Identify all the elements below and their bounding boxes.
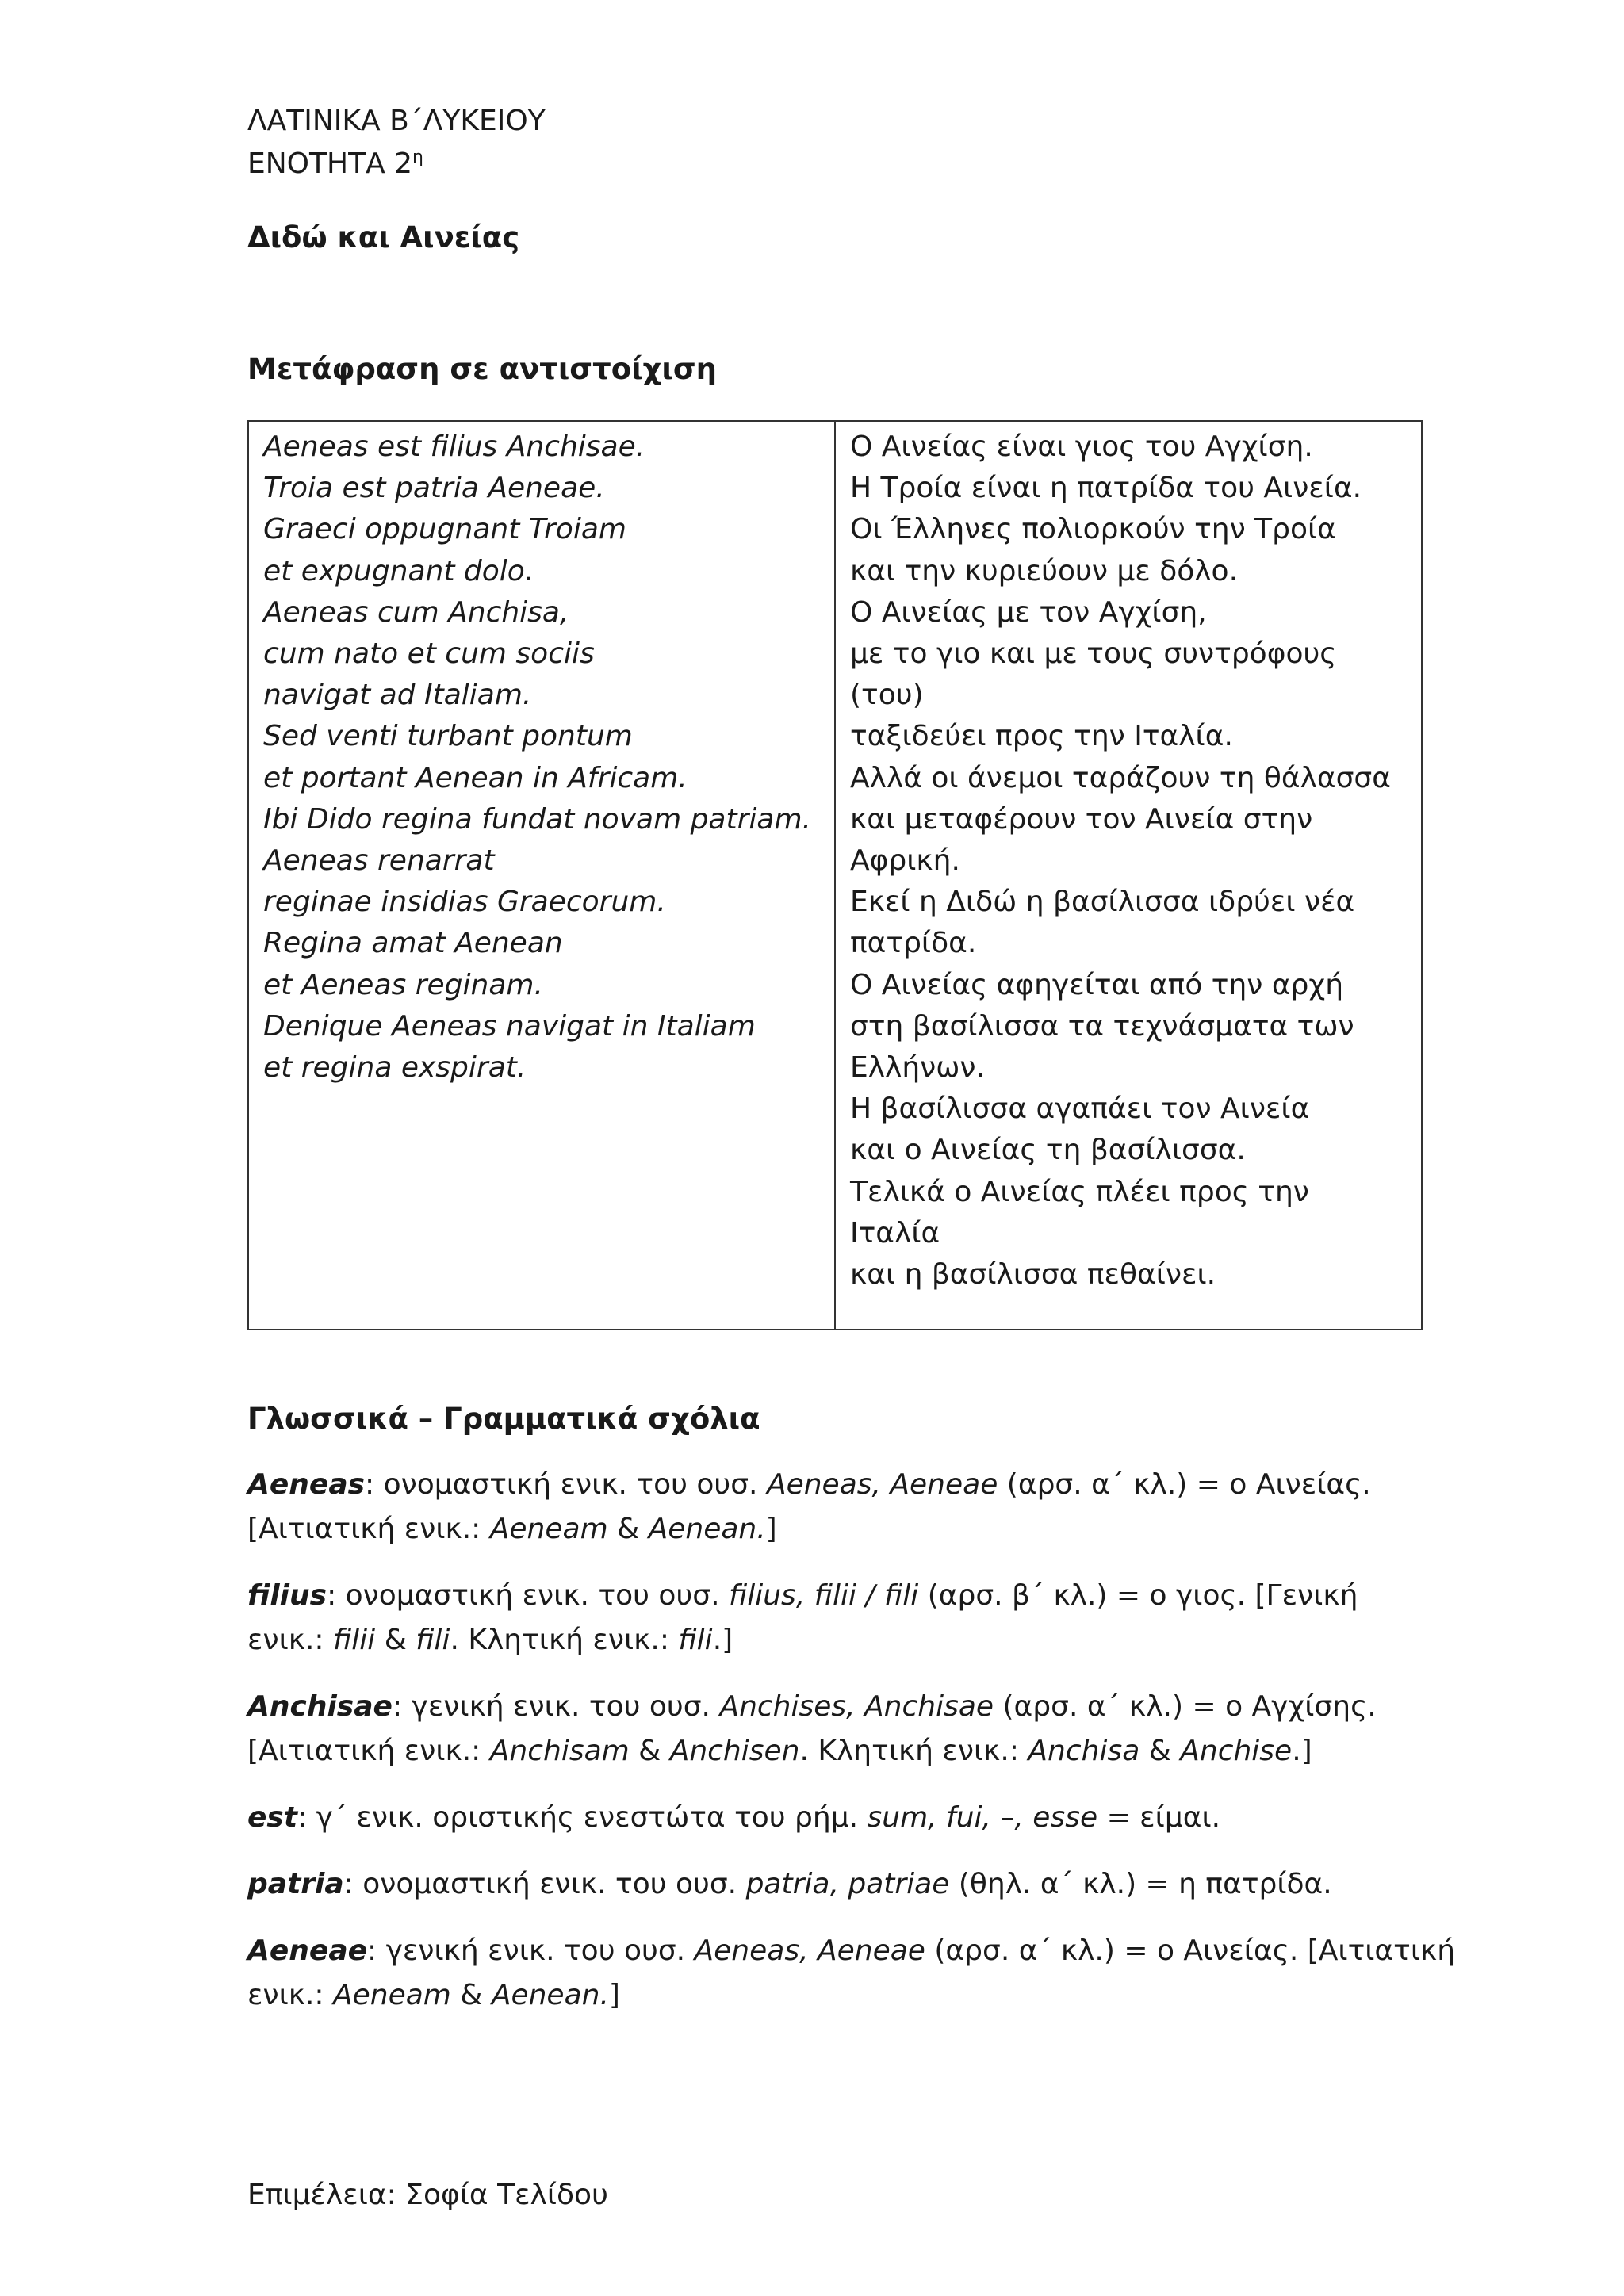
latin-line: reginae insidias Graecorum. bbox=[263, 886, 666, 919]
greek-line: Αφρική. bbox=[850, 844, 960, 878]
note-text: : ονομαστική ενικ. του ουσ. bbox=[365, 1468, 767, 1501]
translation-heading: Μετάφραση σε αντιστοίχιση bbox=[247, 352, 717, 386]
greek-line: ταξιδεύει προς την Ιταλία. bbox=[850, 720, 1233, 753]
greek-line: πατρίδα. bbox=[850, 927, 977, 960]
greek-line: και μεταφέρουν τον Αινεία στην bbox=[850, 802, 1313, 836]
latin-line: et Aeneas reginam. bbox=[263, 968, 543, 1001]
greek-text-cell bbox=[835, 421, 1422, 1330]
greek-line: και ο Αινείας τη βασίλισσα. bbox=[850, 1134, 1246, 1167]
latin-form: fili bbox=[416, 1624, 450, 1656]
notes-heading: Γλωσσικά – Γραμματικά σχόλια bbox=[247, 1402, 760, 1436]
translation-table bbox=[247, 420, 1423, 1330]
grammar-note bbox=[247, 1685, 1389, 1774]
latin-line: Regina amat Aenean bbox=[263, 927, 563, 960]
note-text: : ονομαστική ενικ. του ουσ. bbox=[343, 1868, 746, 1900]
latin-line: et expugnant dolo. bbox=[263, 554, 534, 587]
latin-form: Anchisen bbox=[669, 1735, 800, 1767]
latin-line: Troia est patria Aeneae. bbox=[263, 472, 605, 505]
note-term: Anchisae bbox=[247, 1690, 393, 1723]
grammar-note bbox=[247, 1796, 1389, 1840]
note-text: ] bbox=[608, 1979, 620, 2011]
document-header bbox=[247, 100, 546, 186]
latin-line: et portant Aenean in Africam. bbox=[263, 761, 688, 794]
greek-line: Η Τροία είναι η πατρίδα του Αινεία. bbox=[850, 472, 1362, 505]
note-text: . Κλητική ενικ.: bbox=[450, 1624, 679, 1656]
greek-line: με το γιο και με τους συντρόφους bbox=[850, 637, 1337, 671]
note-text: . Κλητική ενικ.: bbox=[799, 1735, 1028, 1767]
grammar-note bbox=[247, 1929, 1456, 2018]
latin-line: Aeneas est filius Anchisae. bbox=[263, 430, 645, 463]
note-text: (αρσ. α΄ κλ.) = ο Αινείας. bbox=[998, 1468, 1371, 1501]
note-line bbox=[247, 1574, 1389, 1618]
note-text: : γενική ενικ. του ουσ. bbox=[367, 1934, 695, 1967]
note-text: [Αιτιατική ενικ.: bbox=[247, 1513, 490, 1545]
note-line bbox=[247, 1463, 1389, 1507]
note-text: : γενική ενικ. του ουσ. bbox=[392, 1690, 720, 1723]
note-text: (αρσ. α΄ κλ.) = ο Αινείας. [Αιτιατική bbox=[925, 1934, 1456, 1967]
latin-form: patria, patriae bbox=[745, 1868, 950, 1900]
unit-label-sup: η bbox=[412, 147, 423, 167]
translation-row bbox=[248, 421, 1422, 1330]
note-line bbox=[247, 1796, 1389, 1840]
unit-label-main: ΕΝΟΤΗΤΑ 2 bbox=[247, 147, 413, 180]
latin-line: Denique Aeneas navigat in Italiam bbox=[263, 1009, 756, 1043]
lesson-title: Διδώ και Αινείας bbox=[247, 220, 520, 254]
grammar-note bbox=[247, 1862, 1389, 1907]
latin-form: Anchisa bbox=[1028, 1735, 1140, 1767]
latin-line: Ibi Dido regina fundat novam patriam. bbox=[263, 802, 811, 836]
latin-line: Graeci oppugnant Troiam bbox=[263, 513, 626, 546]
greek-line: στη βασίλισσα τα τεχνάσματα των bbox=[850, 1009, 1354, 1043]
note-line bbox=[247, 1618, 1389, 1663]
note-text: ενικ.: bbox=[247, 1624, 333, 1656]
note-text: [Αιτιατική ενικ.: bbox=[247, 1735, 490, 1767]
note-text: (αρσ. β΄ κλ.) = ο γιος. [Γενική bbox=[918, 1579, 1358, 1612]
greek-line: Τελικά ο Αινείας πλέει προς την bbox=[850, 1175, 1309, 1208]
greek-line: Ελλήνων. bbox=[850, 1051, 985, 1085]
author-credit: Επιμέλεια: Σοφία Τελίδου bbox=[247, 2179, 608, 2211]
latin-line: navigat ad Italiam. bbox=[263, 679, 532, 712]
latin-form: Aeneas, Aeneae bbox=[694, 1934, 925, 1967]
note-line bbox=[247, 1929, 1456, 1973]
latin-form: sum, fui, –, esse bbox=[867, 1801, 1098, 1834]
greek-line: Οι Έλληνες πολιορκούν την Τροία bbox=[850, 513, 1336, 546]
greek-line: και η βασίλισσα πεθαίνει. bbox=[850, 1258, 1216, 1292]
greek-line: Ο Αινείας με τον Αγχίση, bbox=[850, 595, 1207, 629]
latin-form: Anchises, Anchisae bbox=[719, 1690, 994, 1723]
note-text: & bbox=[629, 1735, 670, 1767]
note-term: filius bbox=[247, 1579, 327, 1612]
note-term: est bbox=[247, 1801, 298, 1834]
latin-line: cum nato et cum sociis bbox=[263, 637, 595, 671]
greek-line: Εκεί η Διδώ η βασίλισσα ιδρύει νέα bbox=[850, 886, 1355, 919]
latin-form: Aenean. bbox=[648, 1513, 766, 1545]
latin-form: fili bbox=[678, 1624, 713, 1656]
note-text: : γ΄ ενικ. οριστικής ενεστώτα του ρήμ. bbox=[297, 1801, 868, 1834]
greek-line: Ο Αινείας αφηγείται από την αρχή bbox=[850, 968, 1344, 1001]
note-text: & bbox=[450, 1979, 492, 2011]
note-text: : ονομαστική ενικ. του ουσ. bbox=[327, 1579, 729, 1612]
grammar-note bbox=[247, 1574, 1389, 1663]
note-term: Aeneas bbox=[247, 1468, 366, 1501]
greek-line: (του) bbox=[850, 679, 924, 712]
note-term: patria bbox=[247, 1868, 344, 1900]
greek-line: Ιταλία bbox=[850, 1216, 940, 1249]
note-text: (θηλ. α΄ κλ.) = η πατρίδα. bbox=[949, 1868, 1332, 1900]
note-text: ενικ.: bbox=[247, 1979, 333, 2011]
latin-text-cell bbox=[248, 421, 835, 1330]
latin-form: Aenean. bbox=[491, 1979, 609, 2011]
latin-form: Aeneam bbox=[489, 1513, 608, 1545]
note-line bbox=[247, 1729, 1389, 1774]
latin-form: Anchisam bbox=[489, 1735, 630, 1767]
latin-form: filii bbox=[332, 1624, 376, 1656]
greek-line: Η βασίλισσα αγαπάει τον Αινεία bbox=[850, 1093, 1310, 1126]
unit-label bbox=[247, 143, 546, 186]
latin-form: Anchise bbox=[1180, 1735, 1293, 1767]
latin-form: Aeneas, Aeneae bbox=[766, 1468, 998, 1501]
course-label: ΛΑΤΙΝΙΚΑ Β΄ΛΥΚΕΙΟΥ bbox=[247, 105, 546, 137]
latin-form: filius, filii / fili bbox=[728, 1579, 919, 1612]
note-text: & bbox=[375, 1624, 416, 1656]
note-term: Aeneae bbox=[247, 1934, 368, 1967]
grammar-notes bbox=[247, 1463, 1456, 2040]
latin-line: Sed venti turbant pontum bbox=[263, 720, 633, 753]
latin-line: et regina exspirat. bbox=[263, 1051, 527, 1085]
note-line bbox=[247, 1862, 1389, 1907]
note-text: ] bbox=[765, 1513, 777, 1545]
greek-line: Ο Αινείας είναι γιος του Αγχίση. bbox=[850, 430, 1313, 463]
note-text: & bbox=[1139, 1735, 1181, 1767]
note-text: .] bbox=[1292, 1735, 1312, 1767]
note-line bbox=[247, 1973, 1389, 2018]
note-text: & bbox=[607, 1513, 649, 1545]
note-line bbox=[247, 1507, 1389, 1552]
latin-form: Aeneam bbox=[332, 1979, 451, 2011]
note-line bbox=[247, 1685, 1389, 1729]
greek-line: και την κυριεύουν με δόλο. bbox=[850, 554, 1239, 587]
grammar-note bbox=[247, 1463, 1389, 1552]
note-text: = είμαι. bbox=[1097, 1801, 1221, 1834]
greek-line: Αλλά οι άνεμοι ταράζουν τη θάλασσα bbox=[850, 761, 1391, 794]
latin-line: Aeneas cum Anchisa, bbox=[263, 595, 569, 629]
note-text: (αρσ. α΄ κλ.) = ο Αγχίσης. bbox=[994, 1690, 1377, 1723]
latin-line: Aeneas renarrat bbox=[263, 844, 495, 878]
note-text: .] bbox=[712, 1624, 733, 1656]
